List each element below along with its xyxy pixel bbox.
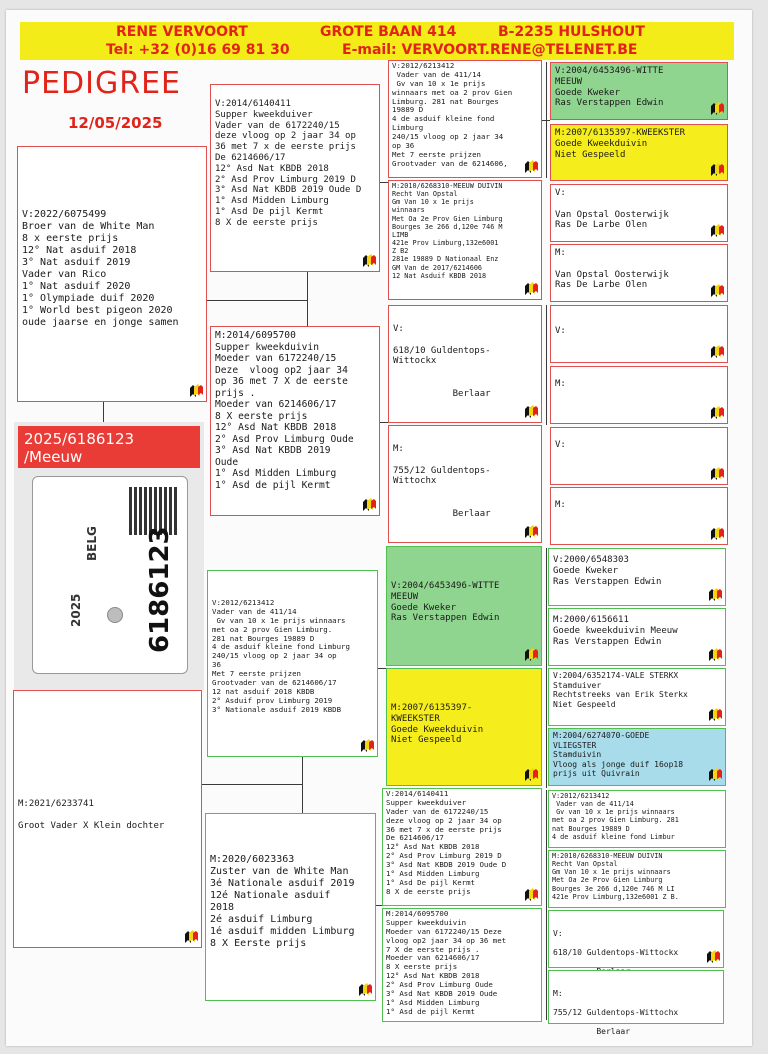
subject-ring-photo (14, 422, 204, 690)
g3-text-1: V:2012/6213412 Vader van de 411/14 Gv van 10 x 1e prijs winnaars met oa 2 prov Gien Limburg. 281 nat Bourges 19889 D 4 de asduif kleine fond Limburg 240/15 vloog op 2 jaar 34 op 36 Met 7 eerste prijzen Grootvader van de 6214606, (392, 61, 513, 168)
breeder-name: RENE VERVOORT (116, 24, 248, 40)
sire-dam-text: M:2014/6095700 Supper kweekduivin Moeder van 6172240/15 Deze vloog op2 jaar 34 op 36 met 7 X de eerste prijs . Moeder van 6214606/17 8 X eerste prijs 12° Asd Nat KBDB 2018 2° Asd Prov Limburg Oude 3° Asd Nat KBDB 2019 Oude 1° Asd Midden Limburg 1° Asd de pijl Kermt (215, 330, 354, 491)
belgian-flag-icon (710, 102, 724, 116)
g4-text-13: V:2012/6213412 Vader van de 411/14 Gv van 10 x 1e prijs winnaars met oa 2 prov Gien Limburg. 281 nat Bourges 19889 D 4 de asduif kleine fond Limbur (552, 792, 679, 841)
g3-box-6 (386, 668, 542, 786)
g3-text-2: M:2010/6268310-MEEUW DUIVIN Recht Van Opstal Gm Van 10 x 1e prijs winnaars Met Oa 2e Prov Gien Limburg Bourges 3e 266 d,120e 746 M LIMB 421e Prov Limburg,132e6001 Z B2 281e 19889 D Nationaal Enz GM Van de 2017/6214606 12 Nat Asduif KBDB 2018 (392, 182, 503, 280)
g4-text-5: V: (555, 326, 566, 336)
belgian-flag-icon (360, 739, 374, 753)
sire-sire-text: V:2014/6140411 Supper kweekduiver Vader van de 6172240/15 deze vloog op 2 jaar 34 op 36 met 7 x de eerste prijs De 6214606/17 12° Asd Nat KBDB 2018 2° Asd Prov Limburg 2019 D 3° Asd Nat KBDB 2019 Oude D 1° Asd Midden Limburg 1° Asd De pijl Kermt 8 X de eerste prijs (215, 99, 362, 228)
connector-line (380, 422, 388, 423)
belgian-flag-icon (524, 282, 538, 296)
belgian-flag-icon (710, 224, 724, 238)
g4-box-12 (548, 728, 726, 786)
card-hole (107, 607, 123, 623)
belgian-flag-icon (710, 345, 724, 359)
g4-text-3: V: Van Opstal Oosterwijk Ras De Larbe Olen (555, 188, 669, 231)
g4-box-9 (548, 548, 726, 606)
belgian-flag-icon (708, 768, 722, 782)
connector-line (307, 272, 308, 326)
dam-dam-text: M:2020/6023363 Zuster van de White Man 3é Nationale asduif 2019 12é Nationale asduif 2018 2é asduif Limburg 1é asduif midden Limburg 8 X Eerste prijs (210, 854, 355, 949)
g3-box-8 (382, 908, 542, 1022)
connector-line (546, 62, 547, 178)
g3-text-7: V:2014/6140411 Supper kweekduiver Vader van de 6172240/15 deze vloog op 2 jaar 34 op 36 met 7 x de eerste prijs De 6214606/17 12° Asd Nat KBDB 2018 2° Asd Prov Limburg 2019 D 3° Asd Nat KBDB 2019 Oude D 1° Asd Midden Limburg 1° Asd De pijl Kermt 8 X de eerste prijs (386, 789, 507, 896)
g3-text-5: V:2004/6453496-WITTE MEEUW Goede Kweker Ras Verstappen Edwin (391, 581, 500, 624)
g4-box-14 (548, 850, 726, 908)
dam-text: M:2021/6233741 Groot Vader X Klein dochter (18, 799, 165, 831)
belgian-flag-icon (524, 160, 538, 174)
g4-text-14: M:2010/6268310-MEEUW DUIVIN Recht Van Opstal Gm Van 10 x 1e prijs winnaars Met Oa 2e Prov Gien Limburg Bourges 3e 266 d,120e 746 M LI 421e Prov Limburg,132e6001 Z B. (552, 852, 679, 901)
g3-box-5 (386, 546, 542, 666)
card-ring-number: 6186123 (145, 526, 175, 653)
g4-text-9: V:2000/6548303 Goede Kweker Ras Verstappen Edwin (553, 555, 662, 587)
subject-header (18, 426, 200, 468)
breeder-header (20, 22, 734, 60)
g3-text-6: M:2007/6135397- KWEEKSTER Goede Kweekduivin Niet Gespeeld (391, 703, 484, 746)
g3-box-1 (388, 60, 542, 178)
subject-name: /Meeuw (24, 448, 83, 466)
g4-text-11: V:2004/6352174-VALE STERKX Stamduiver Rechtstreeks van Erik Sterkx Niet Gespeeld (553, 671, 688, 709)
g3-text-3: V: 618/10 Guldentops- Wittockx Berlaar (393, 324, 491, 399)
belgian-flag-icon (189, 384, 203, 398)
belgian-flag-icon (710, 406, 724, 420)
connector-line (302, 757, 303, 813)
connector-line (103, 402, 104, 424)
g3-box-3 (388, 305, 542, 423)
g4-box-11 (548, 668, 726, 726)
g4-box-6 (550, 366, 728, 424)
dam-dam-box (205, 813, 376, 1001)
belgian-flag-icon (708, 708, 722, 722)
g3-box-2 (388, 180, 542, 300)
g4-box-3 (550, 184, 728, 242)
dam-sire-text: V:2012/6213412 Vader van de 411/14 Gv van 10 x 1e prijs winnaars met oa 2 prov Gien Limburg. 281 nat Bourges 19889 D 4 de asduif kleine fond Limburg 240/15 vloog op 2 jaar 34 op 36 Met 7 eerste prijzen Grootvader van de 6214606/17 12 nat asduif 2018 KBDB 2° Asduif prov Limburg 2019 3° Nationale asduif 2019 KBDB (212, 598, 350, 714)
belgian-flag-icon (706, 950, 720, 964)
g4-box-4 (550, 244, 728, 302)
sire-dam-box (210, 326, 380, 516)
belgian-flag-icon (362, 498, 376, 512)
connector-line (202, 784, 302, 785)
belgian-flag-icon (710, 527, 724, 541)
g3-box-7 (382, 788, 542, 906)
card-year: 2025 (69, 593, 83, 627)
connector-line (546, 910, 547, 1020)
ring-certificate-card (32, 476, 188, 674)
connector-line (546, 548, 547, 668)
g3-text-8: M:2014/6095700 Supper kweekduivin Moeder van 6172240/15 Deze vloog op2 jaar 34 op 36 met 7 X de eerste prijs . Moeder van 6214606/17 8 X eerste prijs 12° Asd Nat KBDB 2018 2° Asd Prov Limburg Oude 3° Asd Nat KBDB 2019 Oude 1° Asd Midden Limburg 1° Asd de pijl Kermt (386, 909, 507, 1016)
sire-text: V:2022/6075499 Broer van de White Man 8 x eerste prijs 12° Nat asduif 2018 3° Nat asduif 2019 Vader van Rico 1° Nat asduif 2020 1° Olympiade duif 2020 1° World best pigeon 2020 oude jaarse en jonge samen (22, 209, 179, 328)
g3-text-4: M: 755/12 Guldentops- Wittochx Berlaar (393, 444, 491, 519)
g4-text-8: M: (555, 500, 566, 510)
breeder-phone: Tel: +32 (0)16 69 81 30 (106, 42, 290, 58)
belgian-flag-icon (524, 405, 538, 419)
belgian-flag-icon (710, 467, 724, 481)
g4-text-7: V: (555, 440, 566, 450)
g3-box-4 (388, 425, 542, 543)
g4-box-13 (548, 790, 726, 848)
g4-box-15 (548, 910, 724, 968)
g4-text-10: M:2000/6156611 Goede kweekduivin Meeuw Ras Verstappen Edwin (553, 615, 678, 647)
g4-box-1 (550, 62, 728, 120)
belgian-flag-icon (710, 284, 724, 298)
page-title: PEDIGREE (22, 66, 181, 101)
pedigree-date: 12/05/2025 (68, 114, 163, 132)
g4-text-2: M:2007/6135397-KWEEKSTER Goede Kweekduivin Niet Gespeeld (555, 128, 686, 160)
g4-text-12: M:2004/6274070-GOEDE VLIEGSTER Stamduivin Vloog als jonge duif 16op18 prijs uit Quivrain (553, 731, 684, 779)
g4-text-1: V:2004/6453496-WITTE MEEUW Goede Kweker Ras Verstappen Edwin (555, 66, 664, 109)
belgian-flag-icon (362, 254, 376, 268)
sire-box (17, 146, 207, 402)
breeder-email: E-mail: VERVOORT.RENE@TELENET.BE (342, 42, 638, 58)
connector-line (546, 790, 547, 910)
belgian-flag-icon (524, 768, 538, 782)
belgian-flag-icon (184, 930, 198, 944)
g4-box-16 (548, 970, 724, 1037)
g4-box-8 (550, 487, 728, 545)
g4-box-10 (548, 608, 726, 666)
g4-box-5 (550, 305, 728, 363)
subject-ring-number: 2025/6186123 (24, 430, 135, 448)
sire-sire-box (210, 84, 380, 272)
belgian-flag-icon (524, 648, 538, 662)
g4-box-7 (550, 427, 728, 485)
g4-text-16: M: 755/12 Guldentops-Wittochx Berlaar (553, 989, 679, 1037)
card-country: BELG (85, 526, 99, 561)
g4-text-6: M: (555, 379, 566, 389)
g4-box-2 (550, 124, 728, 181)
belgian-flag-icon (708, 648, 722, 662)
belgian-flag-icon (524, 525, 538, 539)
belgian-flag-icon (710, 163, 724, 177)
g4-text-15: V: 618/10 Guldentops-Wittockx (553, 929, 679, 958)
connector-line (380, 182, 388, 183)
connector-line (546, 668, 547, 788)
connector-line (207, 300, 307, 301)
dam-box (13, 690, 202, 948)
breeder-city: B-2235 HULSHOUT (498, 24, 645, 40)
belgian-flag-icon (524, 888, 538, 902)
connector-line (546, 305, 547, 425)
dam-sire-box (207, 570, 378, 757)
belgian-flag-icon (708, 588, 722, 602)
breeder-street: GROTE BAAN 414 (320, 24, 457, 40)
belgian-flag-icon (358, 983, 372, 997)
g4-text-4: M: Van Opstal Oosterwijk Ras De Larbe Olen (555, 248, 669, 291)
